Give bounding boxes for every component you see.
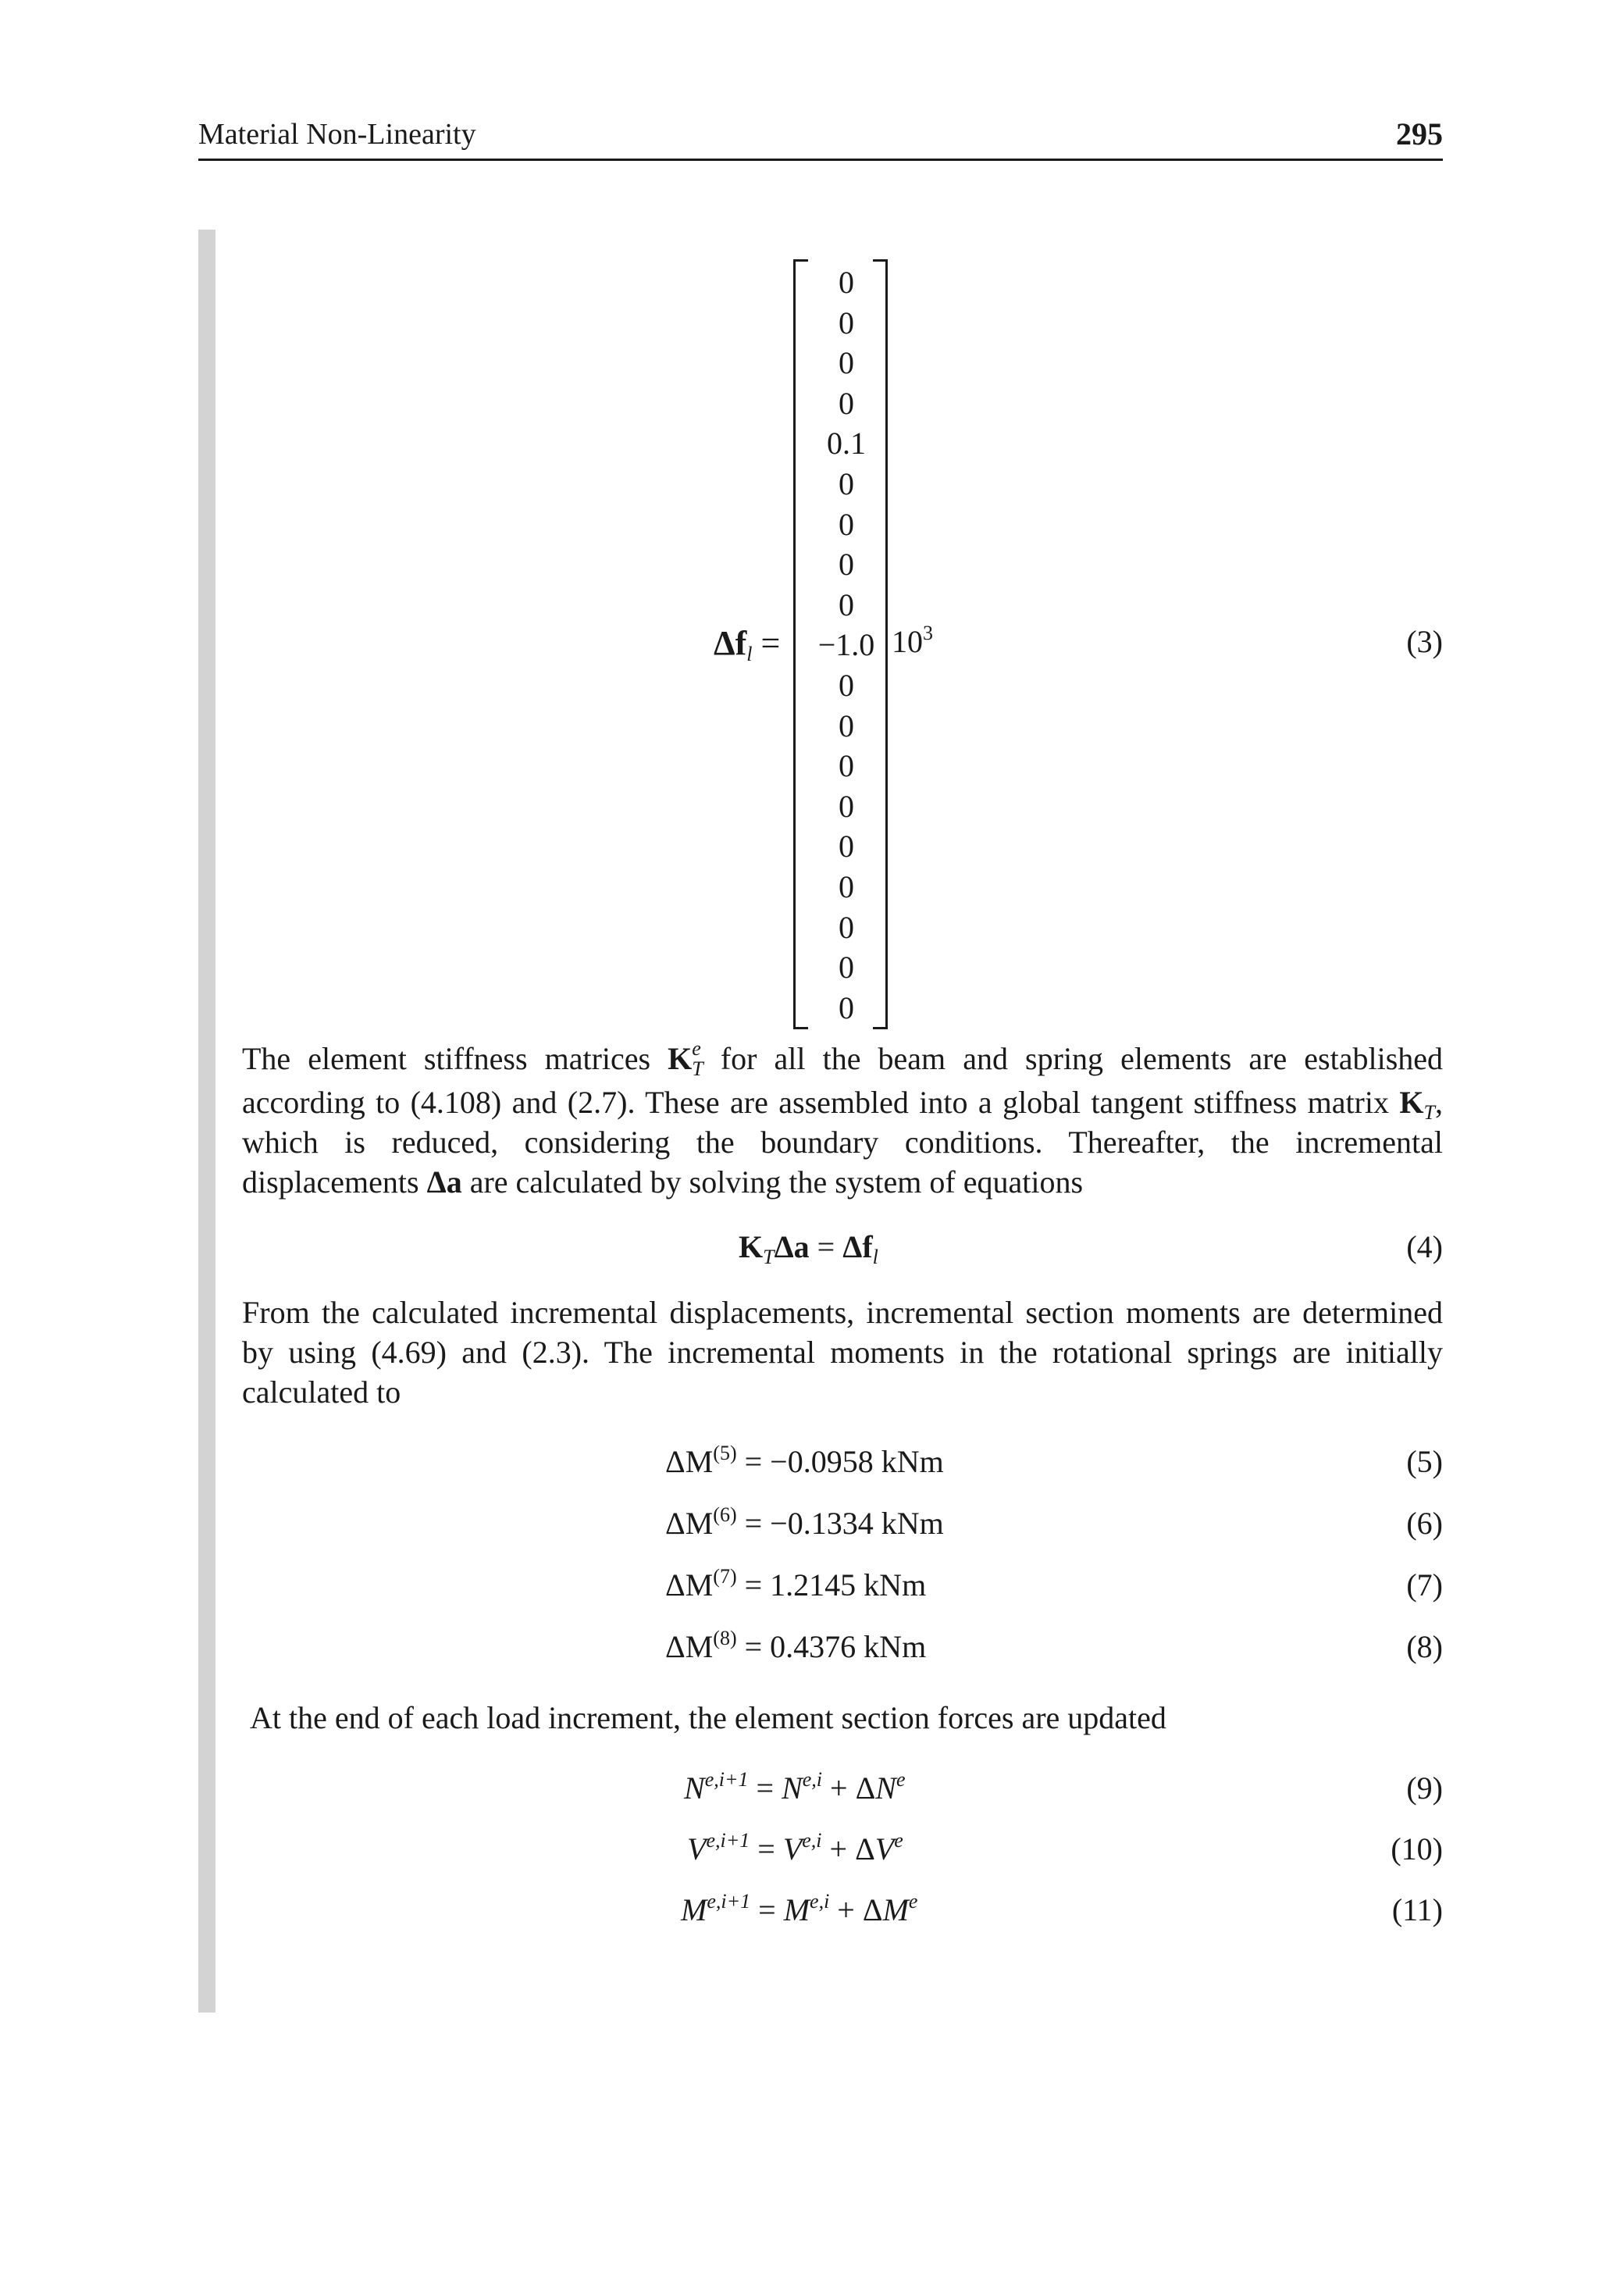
vector-entry: −1.0 — [817, 627, 875, 663]
vector-entry: 0 — [839, 385, 854, 421]
update-eq-number: (11) — [1391, 1892, 1443, 1927]
update-equals: = — [750, 1892, 784, 1927]
moment-eq-number: (7) — [1406, 1567, 1443, 1603]
eq3-lhs — [714, 623, 780, 663]
vector-entry: 0 — [839, 748, 854, 784]
vector-entry: 0.1 — [827, 426, 866, 462]
para1-k2-symbol: K — [1399, 1084, 1424, 1120]
update-equals: = — [748, 1770, 782, 1806]
moment-sup: (5) — [713, 1442, 737, 1464]
update-eq-number: (9) — [1406, 1770, 1443, 1806]
eq4-df-sub: l — [872, 1246, 878, 1268]
moment-lhs: ΔM — [665, 1567, 714, 1603]
moment-eq — [665, 1628, 926, 1665]
para1-k-sup: e — [692, 1036, 701, 1060]
moment-lhs: ΔM — [665, 1629, 714, 1664]
eq4-number: (4) — [1406, 1229, 1443, 1264]
update-lhs-sup: e,i+1 — [706, 1829, 750, 1852]
moment-eq — [665, 1567, 926, 1603]
vector-entry: 0 — [839, 989, 854, 1025]
update-a-sup: e,i — [810, 1890, 830, 1913]
moment-eq — [665, 1505, 944, 1542]
para1-text-1: The element stiffness matrices — [242, 1041, 668, 1076]
vector-entry: 0 — [839, 265, 854, 300]
moment-sup: (6) — [713, 1503, 737, 1526]
eq3-number: (3) — [1406, 624, 1443, 659]
moment-rhs: = −0.1334 kNm — [736, 1506, 944, 1541]
para1-text-2: for all the beam and spring elements are established according to (4.108) and (2.7). These are assembled into a global tangent stiffness matrix — [242, 1041, 1444, 1120]
eq4-k: K — [739, 1229, 764, 1264]
vector-entry: 0 — [839, 909, 854, 945]
vector-entry: 0 — [839, 506, 854, 542]
vector-entry: 0 — [839, 667, 854, 703]
update-lhs-sup: e,i+1 — [707, 1890, 751, 1913]
moment-rhs: = 1.2145 kNm — [736, 1567, 927, 1603]
running-title: Material Non-Linearity — [198, 118, 476, 151]
matrix-left-bracket — [793, 259, 808, 1029]
paragraph-update: At the end of each load increment, the element section forces are updated — [250, 1700, 1166, 1735]
moment-rhs: = −0.0958 kNm — [736, 1444, 944, 1479]
vector-entry: 0 — [839, 829, 854, 865]
update-b: N — [875, 1770, 896, 1806]
update-lhs: V — [687, 1831, 707, 1866]
update-lhs-sup: e,i+1 — [704, 1768, 749, 1791]
moment-sup: (8) — [713, 1627, 737, 1649]
vector-entry: 0 — [839, 950, 854, 986]
para1-k-symbol: K — [668, 1041, 693, 1076]
paragraph-moments: From the calculated incremental displacements, incremental section moments are determined by using (4.69) and (2.3). The incremental moments in the rotational springs are initially calculated to — [242, 1295, 1443, 1410]
eq4-equals: = — [809, 1229, 843, 1264]
vector-entry: 0 — [839, 788, 854, 824]
update-a-sup: e,i — [802, 1768, 823, 1791]
moment-eq-number: (5) — [1406, 1444, 1443, 1479]
update-a: V — [782, 1831, 803, 1866]
eq3-equals: = — [760, 624, 781, 662]
para1-text-4: are calculated by solving the system of equations — [461, 1164, 1084, 1200]
vector-entry: 0 — [839, 547, 854, 583]
paragraph-stiffness — [242, 1036, 1444, 1202]
update-a: N — [782, 1770, 803, 1806]
moment-eq-number: (6) — [1406, 1506, 1443, 1541]
update-eq — [681, 1891, 917, 1928]
update-b: V — [874, 1831, 895, 1866]
update-plus: + Δ — [829, 1892, 883, 1927]
update-plus: + Δ — [822, 1770, 876, 1806]
update-eq-number: (10) — [1391, 1831, 1443, 1866]
force-vector — [807, 262, 885, 1028]
update-b-sup: e — [894, 1829, 903, 1852]
para1-k-sub: T — [692, 1057, 703, 1080]
eq3-scale-factor — [892, 623, 933, 660]
vector-entry: 0 — [839, 708, 854, 743]
para1-da-symbol: Δa — [426, 1164, 462, 1200]
moment-lhs: ΔM — [665, 1444, 714, 1479]
vector-entry: 0 — [839, 345, 854, 381]
update-eq — [684, 1770, 906, 1806]
eq3-factor-exp: 3 — [923, 622, 933, 644]
vector-entry: 0 — [839, 586, 854, 622]
update-equals: = — [750, 1831, 783, 1866]
moment-rhs: = 0.4376 kNm — [736, 1629, 927, 1664]
update-a: M — [783, 1892, 810, 1927]
para1-text-3: , which is reduced, considering the boundary conditions. Thereafter, the incremental displacements — [242, 1084, 1443, 1200]
para1-k-indices — [692, 1036, 703, 1080]
update-eq — [687, 1831, 903, 1867]
moment-eq-number: (8) — [1406, 1629, 1443, 1664]
vector-entry: 0 — [839, 868, 854, 904]
update-lhs: N — [684, 1770, 705, 1806]
update-b-sup: e — [896, 1768, 906, 1791]
eq3-lhs-symbol: Δf — [714, 624, 747, 662]
update-plus: + Δ — [821, 1831, 875, 1866]
eq4 — [739, 1228, 878, 1268]
example-sidebar-bar — [198, 230, 215, 2013]
update-a-sup: e,i — [802, 1829, 822, 1852]
eq4-k-sub: T — [763, 1246, 775, 1268]
update-b: M — [882, 1892, 909, 1927]
moment-sup: (7) — [713, 1565, 737, 1588]
eq3-lhs-sub: l — [746, 643, 753, 665]
header-rule — [198, 159, 1443, 161]
update-b-sup: e — [908, 1890, 918, 1913]
vector-entry: 0 — [839, 305, 854, 340]
vector-entry: 0 — [839, 465, 854, 501]
update-lhs: M — [681, 1892, 707, 1927]
moment-eq — [665, 1443, 944, 1480]
eq4-da: Δa — [774, 1229, 810, 1264]
eq4-df: Δf — [842, 1229, 873, 1264]
eq3-factor-base: 10 — [892, 624, 923, 659]
para1-k2-sub: T — [1423, 1100, 1435, 1124]
page-number: 295 — [1396, 116, 1443, 152]
moment-lhs: ΔM — [665, 1506, 714, 1541]
